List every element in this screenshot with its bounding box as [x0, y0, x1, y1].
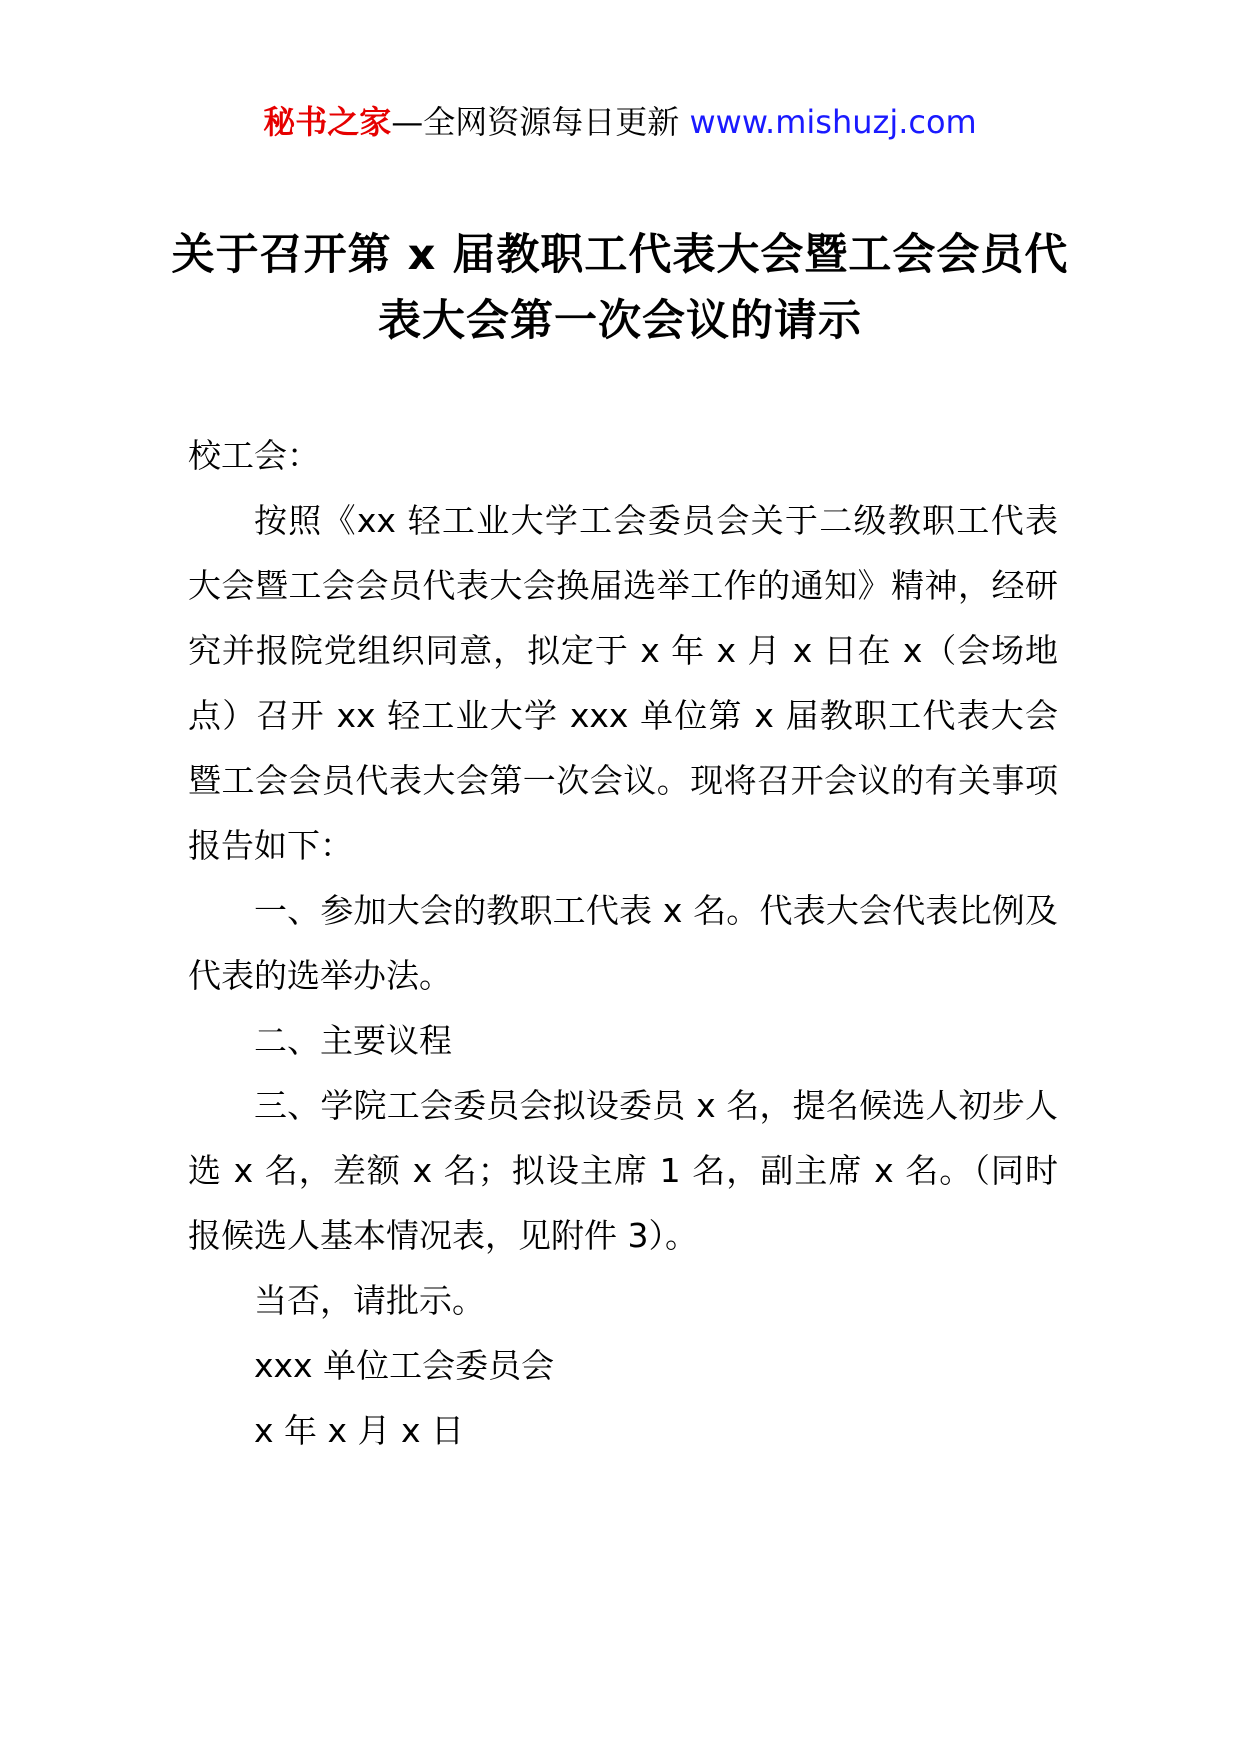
site-slogan: —全网资源每日更新 — [391, 103, 690, 141]
body-paragraph-closing: 当否，请批示。 — [254, 1281, 485, 1320]
body-paragraph-item-1: 一、参加大会的教职工代表 x 名。代表大会代表比例及代表的选举办法。 — [188, 891, 1058, 995]
salutation: 校工会： — [188, 436, 320, 475]
body-paragraph-item-3: 三、学院工会委员会拟设委员 x 名，提名候选人初步人选 x 名，差额 x 名；拟设主席 1 名，副主席 x 名。（同时报候选人基本情况表，见附件 3）。 — [188, 1086, 1058, 1255]
signature: xxx 单位工会委员会 — [254, 1346, 555, 1385]
body-paragraph-item-2: 二、主要议程 — [254, 1021, 452, 1060]
document-title: 关于召开第 x 届教职工代表大会暨工会会员代表大会第一次会议的请示 — [171, 230, 1069, 346]
site-url-link[interactable]: www.mishuzj.com — [689, 103, 977, 141]
body-paragraph-intro: 按照《xx 轻工业大学工会委员会关于二级教职工代表大会暨工会会员代表大会换届选举工作的通知》精神，经研究并报院党组织同意，拟定于 x 年 x 月 x 日在 x（会场地点）召开 xx 轻工业大学 xxx 单位第 x 届教职工代表大会暨工会会员代表大会第一次会议。现将召开会议的有关事项报告如下： — [188, 501, 1058, 865]
document-body — [188, 423, 1058, 1463]
document-date: x 年 x 月 x 日 — [254, 1411, 465, 1450]
site-brand: 秘书之家 — [263, 103, 392, 141]
site-header — [0, 100, 1240, 144]
